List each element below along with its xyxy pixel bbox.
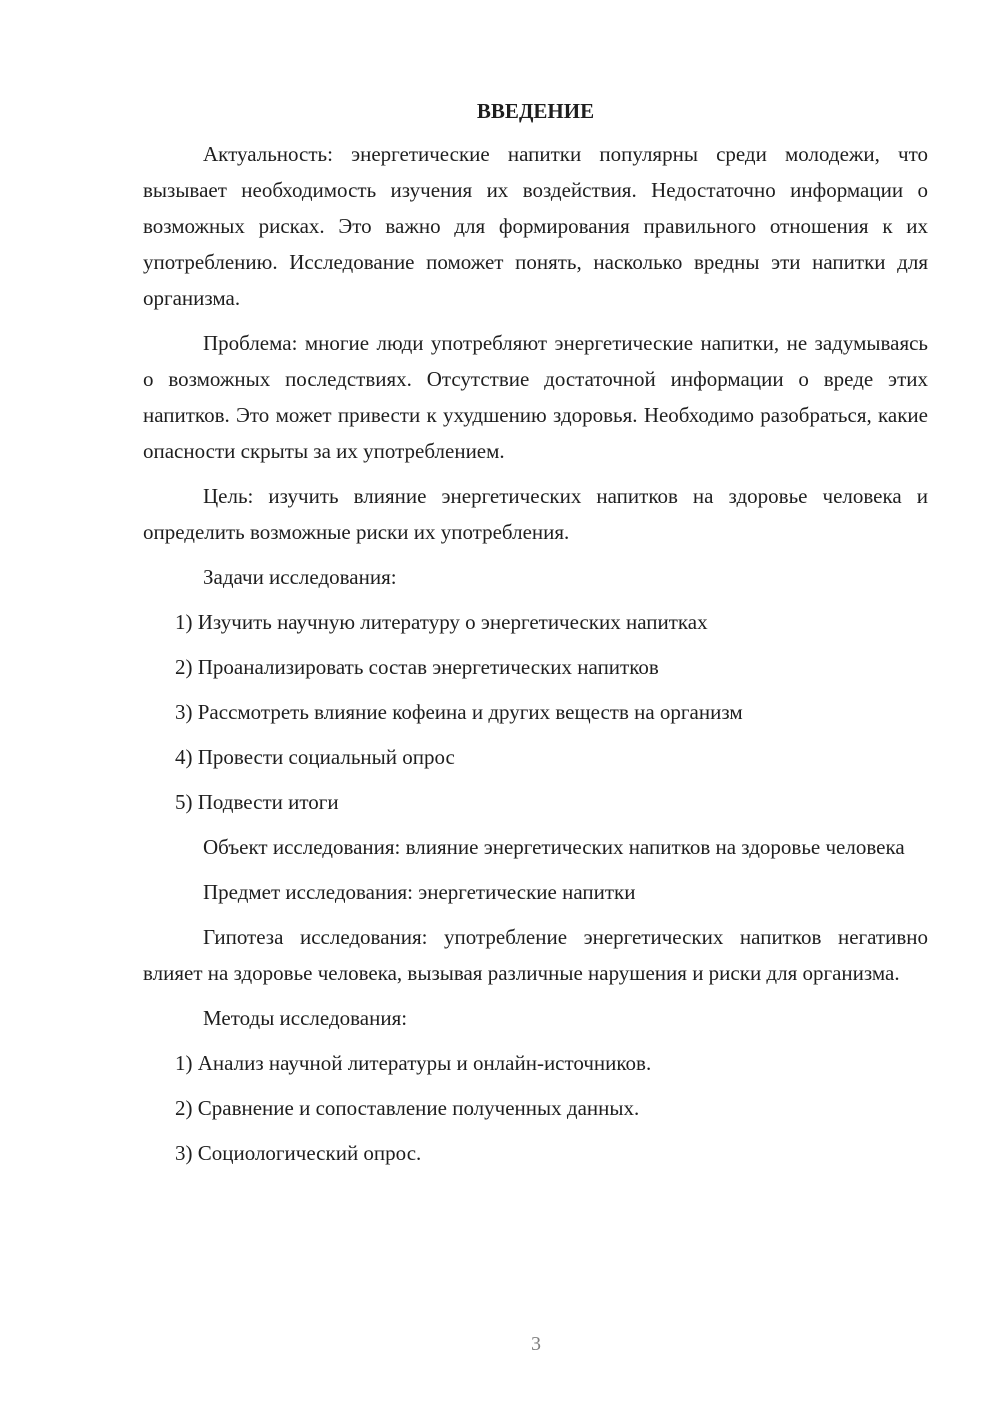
hypothesis-paragraph: Гипотеза исследования: употребление энергетических напитков негативно влияет на здоровье человека, вызывая различные нарушения и риски для организма. — [143, 925, 928, 985]
list-item: 3) Рассмотреть влияние кофеина и других веществ на организм — [175, 700, 743, 724]
list-item: 2) Проанализировать состав энергетических напитков — [175, 655, 659, 679]
list-item: 1) Анализ научной литературы и онлайн-источников. — [175, 1051, 652, 1075]
list-item: 1) Изучить научную литературу о энергетических напитках — [175, 610, 708, 634]
goal-paragraph: Цель: изучить влияние энергетических напитков на здоровье человека и определить возможные риски их употребления. — [143, 484, 928, 544]
tasks-list — [143, 604, 928, 820]
subject-paragraph: Предмет исследования: энергетические напитки — [203, 880, 636, 904]
list-item: 5) Подвести итоги — [175, 790, 339, 814]
list-item: 3) Социологический опрос. — [175, 1141, 422, 1165]
object-paragraph: Объект исследования: влияние энергетических напитков на здоровье человека — [203, 835, 905, 859]
tasks-heading: Задачи исследования: — [203, 565, 397, 589]
problem-paragraph: Проблема: многие люди употребляют энергетические напитки, не задумываясь о возможных последствиях. Отсутствие достаточной информации о вреде этих напитков. Это может привести к ухудшению здоровья. Необходимо разобраться, какие опасности скрыты за их употреблением. — [143, 331, 928, 463]
relevance-paragraph: Актуальность: энергетические напитки популярны среди молодежи, что вызывает необходимость изучения их воздействия. Недостаточно информации о возможных рисках. Это важно для формирования правильного отношения к их употреблению. Исследование поможет понять, насколько вредны эти напитки для организма. — [143, 142, 928, 310]
list-item: 4) Провести социальный опрос — [175, 745, 455, 769]
list-item: 2) Сравнение и сопоставление полученных данных. — [175, 1096, 640, 1120]
methods-list — [143, 1045, 928, 1171]
page-number: 3 — [531, 1333, 541, 1355]
page-content — [143, 95, 928, 1180]
section-title: ВВЕДЕНИЕ — [476, 99, 595, 123]
methods-heading: Методы исследования: — [203, 1006, 408, 1030]
